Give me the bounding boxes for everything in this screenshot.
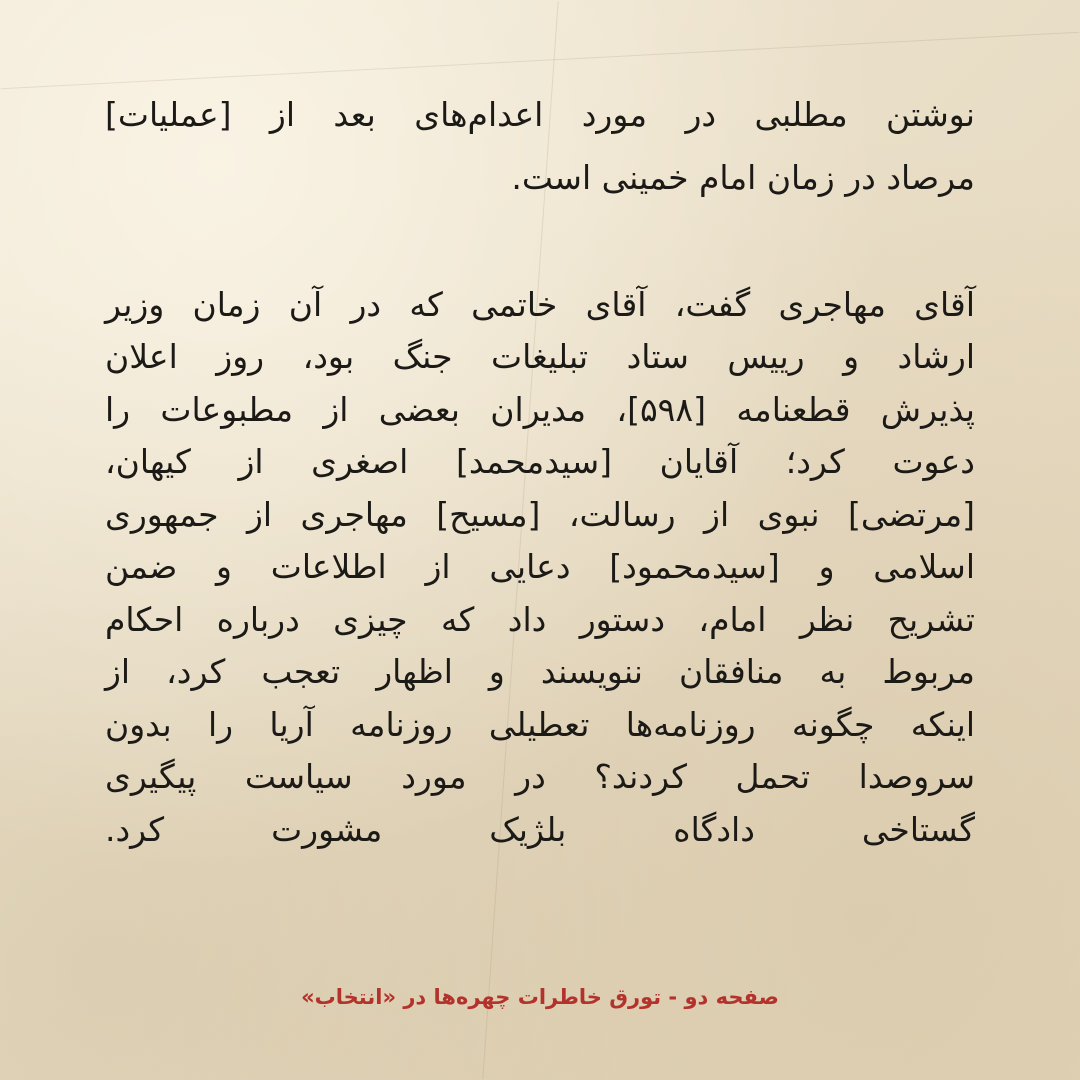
source-footer: صفحه دو - تورق خاطرات چهره‌ها در «انتخاب» <box>301 985 779 1009</box>
text-line: تشریح نظر امام، دستور داد که چیزی درباره احکام <box>105 600 975 639</box>
text-line: دعوت کرد؛ آقایان [سیدمحمد] اصغری از کیهان، <box>105 442 975 481</box>
text-line: پذیرش قطعنامه [۵۹۸]، مدیران بعضی از مطبوعات را <box>105 390 975 429</box>
text-line: آقای مهاجری گفت، آقای خاتمی که در آن زمان وزیر <box>105 285 975 324</box>
text-line: مرصاد در زمان امام خمینی است. <box>511 158 975 197</box>
paper-crease <box>1 32 1080 90</box>
text-line: گستاخی دادگاه بلژیک مشورت کرد. <box>105 810 975 849</box>
text-line: اینکه چگونه روزنامه‌ها تعطیلی روزنامه آریا را بدون <box>105 705 975 744</box>
text-line: ارشاد و رییس ستاد تبلیغات جنگ بود، روز اعلان <box>105 337 975 376</box>
text-line: نوشتن مطلبی در مورد اعدام‌های بعد از [عملیات] <box>105 95 975 134</box>
text-line: سروصدا تحمل کردند؟ در مورد سیاست پیگیری <box>105 757 975 796</box>
text-line: [مرتضی] نبوی از رسالت، [مسیح] مهاجری از جمهوری <box>105 495 975 534</box>
text-line: مربوط به منافقان ننویسند و اظهار تعجب کرد، از <box>105 652 975 691</box>
text-line: اسلامی و [سیدمحمود] دعایی از اطلاعات و ضمن <box>105 547 975 586</box>
